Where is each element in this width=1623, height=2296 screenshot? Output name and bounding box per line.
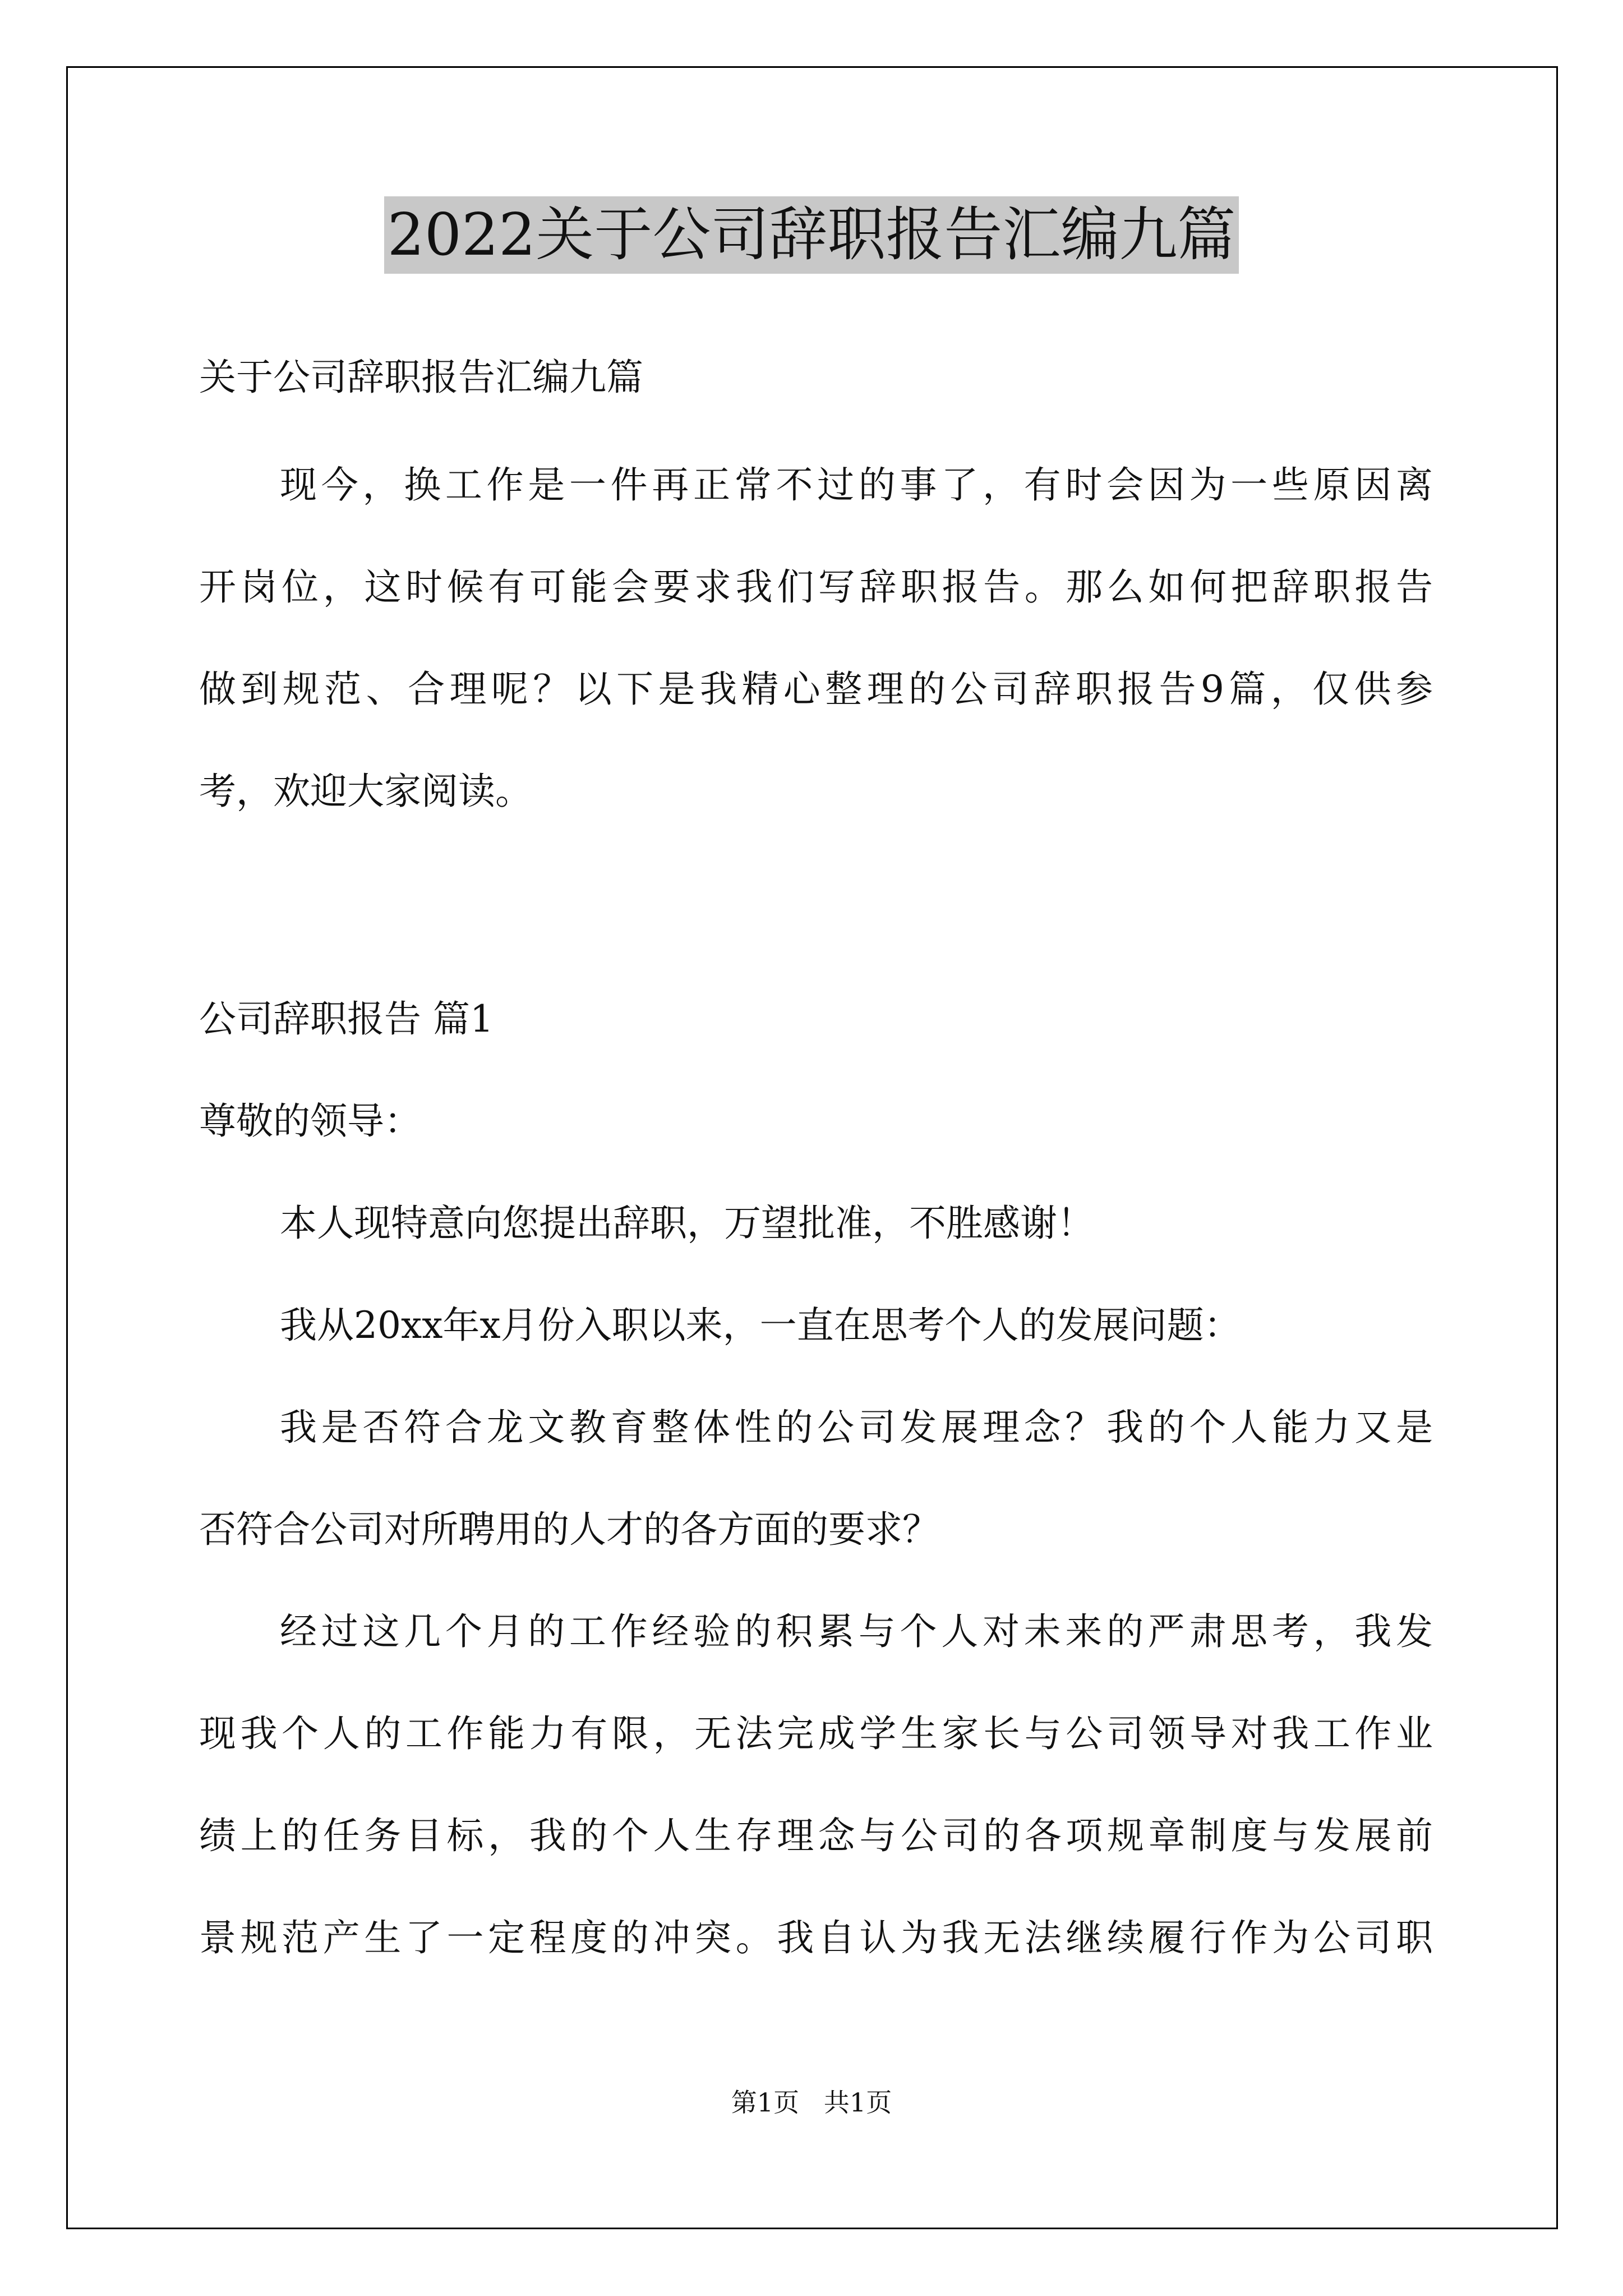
body-line-6: 现我个人的工作能力有限，无法完成学生家长与公司领导对我工作业 [199,1712,1433,1755]
intro-line-2: 开岗位，这时候有可能会要求我们写辞职报告。那么如何把辞职报告 [199,565,1433,609]
intro-line-3: 做到规范、合理呢？以下是我精心整理的公司辞职报告9篇，仅供参 [199,668,1433,711]
body-line-1: 本人现特意向您提出辞职，万望批准，不胜感谢！ [280,1202,1094,1245]
salutation: 尊敬的领导： [199,1099,421,1143]
body-line-8: 景规范产生了一定程度的冲突。我自认为我无法继续履行作为公司职 [199,1916,1433,1959]
body-line-4: 否符合公司对所聘用的人才的各方面的要求？ [199,1508,939,1551]
subtitle: 关于公司辞职报告汇编九篇 [199,356,643,399]
body-line-3: 我是否符合龙文教育整体性的公司发展理念？我的个人能力又是 [280,1406,1433,1449]
page-footer: 第1页 共1页 [731,2087,892,2118]
body-line-2: 我从20xx年x月份入职以来，一直在思考个人的发展问题： [280,1304,1241,1347]
section-heading: 公司辞职报告 篇1 [199,997,494,1041]
intro-line-1: 现今，换工作是一件再正常不过的事了，有时会因为一些原因离 [280,463,1433,507]
body-line-5: 经过这几个月的工作经验的积累与个人对未来的严肃思考，我发 [280,1610,1433,1653]
body-line-7: 绩上的任务目标，我的个人生存理念与公司的各项规章制度与发展前 [199,1814,1433,1857]
document-title [0,196,1623,274]
intro-line-4: 考，欢迎大家阅读。 [199,770,532,813]
document-title-text: 2022关于公司辞职报告汇编九篇 [384,196,1239,274]
